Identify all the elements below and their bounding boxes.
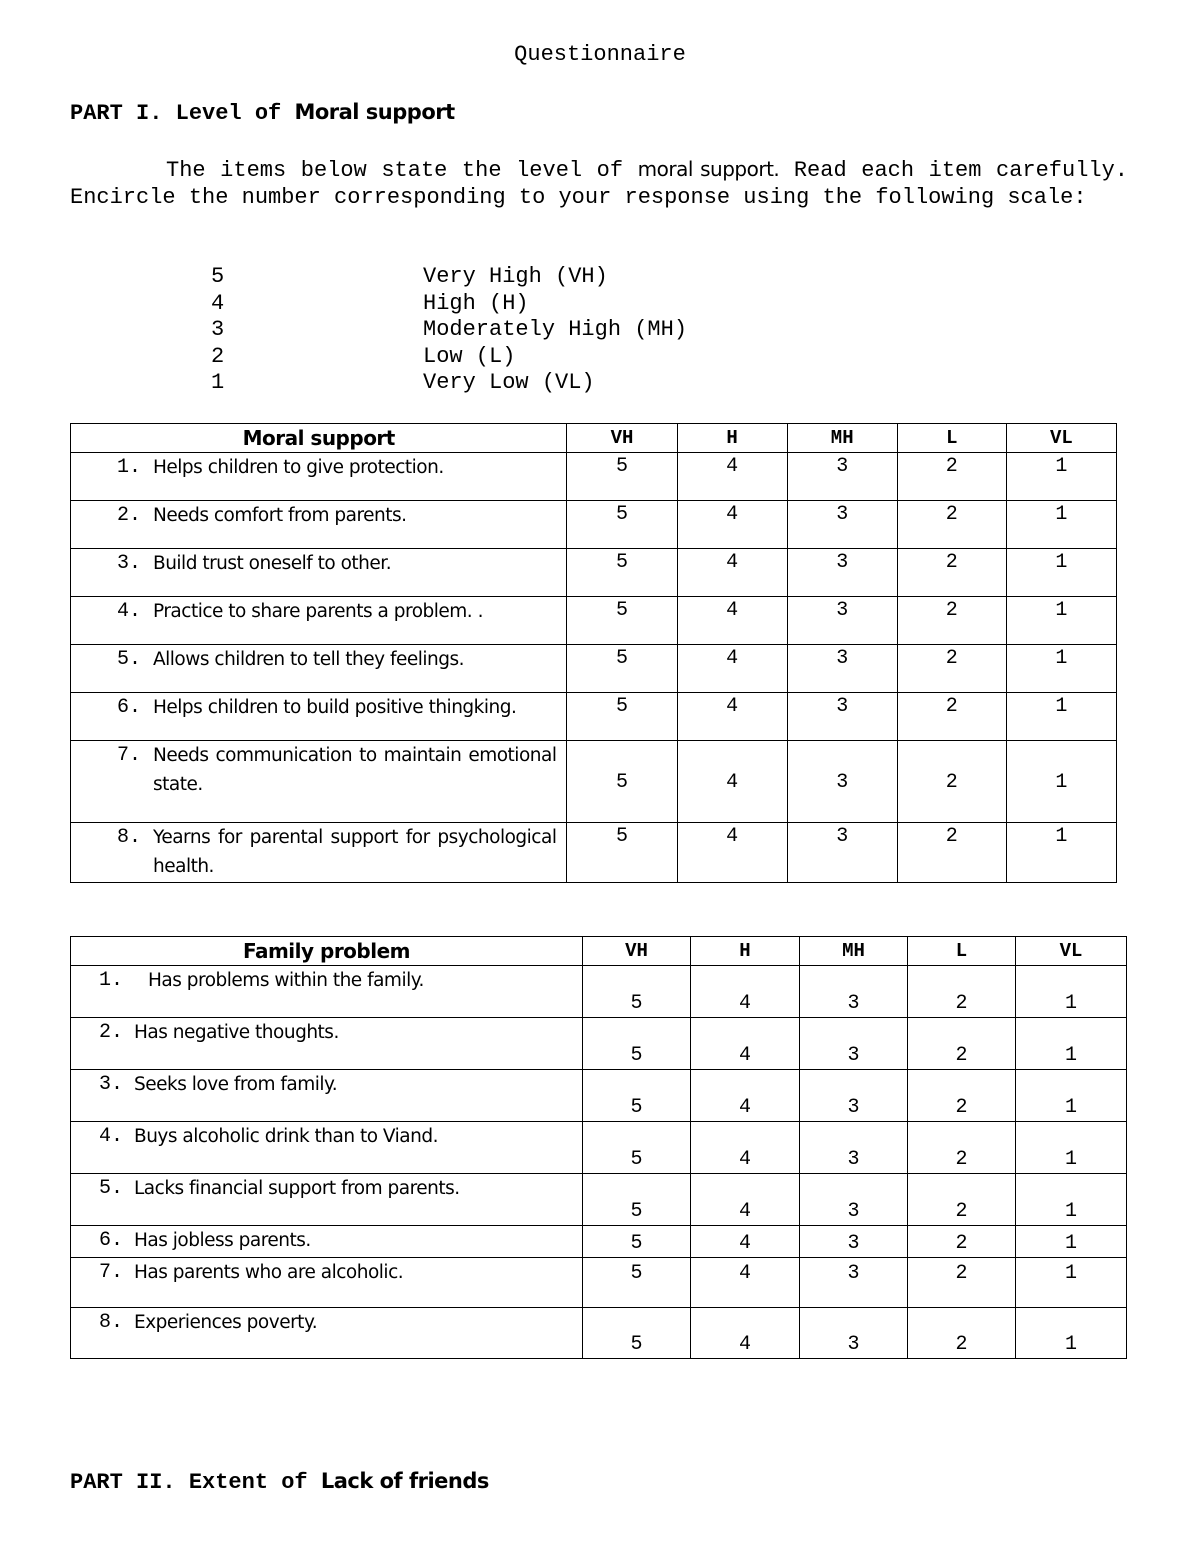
moral-support-table xyxy=(70,423,1117,883)
item-cell xyxy=(71,823,567,883)
rating-value: 1 xyxy=(1016,1308,1127,1359)
rating-value: 1 xyxy=(1016,966,1127,1018)
rating-value: 1 xyxy=(1016,1174,1127,1226)
table-row xyxy=(71,549,1117,597)
rating-value: 2 xyxy=(908,1070,1016,1122)
item-number: 6. xyxy=(99,1229,124,1252)
part2-heading-prefix: PART II. Extent of xyxy=(70,1470,308,1495)
rating-value: 4 xyxy=(691,1226,800,1258)
item-text: Has parents who are alcoholic. xyxy=(134,1262,404,1283)
item-text: Buys alcoholic drink than to Viand. xyxy=(134,1126,438,1147)
item-number: 3. xyxy=(117,552,142,575)
rating-value: 2 xyxy=(897,597,1006,645)
item-number: 5. xyxy=(117,648,142,671)
rating-value: 3 xyxy=(787,597,897,645)
rating-value: 4 xyxy=(677,453,787,501)
rating-value: 2 xyxy=(908,1258,1016,1308)
column-header-h: H xyxy=(691,937,800,966)
table-row xyxy=(71,1258,1127,1308)
table-row xyxy=(71,823,1117,883)
rating-value: 4 xyxy=(691,1174,800,1226)
rating-value: 2 xyxy=(897,453,1006,501)
rating-value: 3 xyxy=(800,1174,908,1226)
item-text: Helps children to build positive thingking. xyxy=(153,697,517,718)
rating-value: 5 xyxy=(583,1258,691,1308)
table-row xyxy=(71,1122,1127,1174)
rating-value: 5 xyxy=(583,1226,691,1258)
moral-support-header: Moral support xyxy=(71,424,567,453)
item-number: 1. xyxy=(99,969,124,992)
rating-value: 3 xyxy=(787,501,897,549)
item-text: Has negative thoughts. xyxy=(134,1022,339,1043)
rating-value: 2 xyxy=(908,966,1016,1018)
rating-value: 4 xyxy=(691,1018,800,1070)
column-header-vh: VH xyxy=(567,424,677,453)
item-text: Has jobless parents. xyxy=(134,1230,311,1251)
rating-value: 5 xyxy=(583,1174,691,1226)
part1-heading-prefix: PART I. Level of xyxy=(70,101,282,126)
scale-value: 5 xyxy=(211,264,225,289)
item-cell xyxy=(71,453,567,501)
table-row xyxy=(71,1070,1127,1122)
rating-value: 4 xyxy=(677,693,787,741)
instructions-paragraph xyxy=(70,156,1128,211)
rating-value: 5 xyxy=(567,741,677,823)
rating-value: 5 xyxy=(583,1070,691,1122)
item-number: 8. xyxy=(117,826,142,849)
part2-heading xyxy=(70,1469,489,1495)
part1-heading-topic: Moral support xyxy=(294,100,455,124)
item-cell xyxy=(71,549,567,597)
rating-value: 5 xyxy=(567,645,677,693)
scale-label: Low (L) xyxy=(423,343,516,369)
rating-value: 4 xyxy=(691,1308,800,1359)
item-text: Build trust oneself to other. xyxy=(153,553,392,574)
rating-value: 2 xyxy=(908,1174,1016,1226)
scale-value: 4 xyxy=(211,290,225,316)
item-number: 7. xyxy=(117,744,142,767)
table-row xyxy=(71,693,1117,741)
item-text: Yearns for parental support for psychological health. xyxy=(153,827,557,877)
rating-value: 2 xyxy=(897,645,1006,693)
table-row xyxy=(71,1018,1127,1070)
column-header-mh: MH xyxy=(800,937,908,966)
column-header-h: H xyxy=(677,424,787,453)
rating-value: 1 xyxy=(1016,1226,1127,1258)
table-row xyxy=(71,501,1117,549)
rating-value: 1 xyxy=(1006,693,1116,741)
rating-value: 1 xyxy=(1016,1122,1127,1174)
rating-value: 2 xyxy=(908,1308,1016,1359)
rating-value: 5 xyxy=(583,1018,691,1070)
rating-value: 3 xyxy=(787,741,897,823)
rating-value: 4 xyxy=(677,645,787,693)
item-cell xyxy=(71,1226,583,1258)
rating-value: 3 xyxy=(800,1308,908,1359)
rating-value: 4 xyxy=(691,966,800,1018)
rating-value: 5 xyxy=(567,597,677,645)
rating-value: 3 xyxy=(787,693,897,741)
rating-value: 2 xyxy=(897,501,1006,549)
part2-heading-topic: Lack of friends xyxy=(320,1469,489,1493)
item-number: 4. xyxy=(117,600,142,623)
item-cell xyxy=(71,1308,583,1359)
item-cell xyxy=(71,1258,583,1308)
rating-value: 4 xyxy=(677,823,787,883)
scale-label: Moderately High (MH) xyxy=(423,317,688,342)
rating-value: 1 xyxy=(1006,645,1116,693)
column-header-l: L xyxy=(908,937,1016,966)
rating-value: 3 xyxy=(787,645,897,693)
item-text: Lacks financial support from parents. xyxy=(134,1178,460,1199)
item-cell xyxy=(71,1174,583,1226)
rating-value: 2 xyxy=(897,823,1006,883)
rating-value: 1 xyxy=(1016,1018,1127,1070)
instructions-text-1: The items below state the level of xyxy=(166,158,624,183)
part1-heading xyxy=(70,100,455,126)
rating-value: 1 xyxy=(1006,453,1116,501)
rating-value: 1 xyxy=(1006,741,1116,823)
family-problem-table xyxy=(70,936,1127,1359)
rating-value: 5 xyxy=(567,823,677,883)
column-header-l: L xyxy=(897,424,1006,453)
column-header-vl: VL xyxy=(1006,424,1116,453)
rating-value: 4 xyxy=(677,741,787,823)
rating-value: 3 xyxy=(800,966,908,1018)
item-cell xyxy=(71,693,567,741)
item-number: 5. xyxy=(99,1177,124,1200)
scale-value: 2 xyxy=(211,343,225,369)
rating-value: 4 xyxy=(677,597,787,645)
rating-value: 4 xyxy=(691,1122,800,1174)
rating-value: 2 xyxy=(908,1018,1016,1070)
rating-value: 4 xyxy=(691,1258,800,1308)
item-cell xyxy=(71,1070,583,1122)
item-number: 6. xyxy=(117,696,142,719)
family-problem-header: Family problem xyxy=(71,937,583,966)
item-number: 7. xyxy=(99,1261,124,1284)
rating-value: 5 xyxy=(567,453,677,501)
scale-label: High (H) xyxy=(423,290,529,316)
item-text: Needs comfort from parents. xyxy=(153,505,407,526)
column-header-vl: VL xyxy=(1016,937,1127,966)
scale-value: 1 xyxy=(211,370,225,395)
rating-value: 3 xyxy=(787,549,897,597)
table-header-row xyxy=(71,424,1117,453)
rating-value: 5 xyxy=(567,693,677,741)
rating-value: 1 xyxy=(1006,549,1116,597)
table-row xyxy=(71,453,1117,501)
item-cell xyxy=(71,597,567,645)
rating-value: 5 xyxy=(583,1308,691,1359)
table-row xyxy=(71,645,1117,693)
instructions-text-2: Read each item carefully. Encircle the number corresponding to your response using the following scale: xyxy=(70,158,1129,210)
item-text: Helps children to give protection. xyxy=(153,457,444,478)
rating-value: 2 xyxy=(908,1122,1016,1174)
item-number: 1. xyxy=(117,456,142,479)
table-header-row xyxy=(71,937,1127,966)
item-cell xyxy=(71,501,567,549)
page-title: Questionnaire xyxy=(514,42,686,67)
rating-value: 3 xyxy=(800,1018,908,1070)
scale-label: Very High (VH) xyxy=(423,264,608,289)
item-cell xyxy=(71,741,567,823)
rating-value: 3 xyxy=(800,1070,908,1122)
rating-value: 2 xyxy=(908,1226,1016,1258)
item-cell xyxy=(71,1122,583,1174)
rating-value: 2 xyxy=(897,693,1006,741)
item-text: Has problems within the family. xyxy=(148,970,424,991)
rating-value: 1 xyxy=(1006,823,1116,883)
rating-value: 3 xyxy=(787,823,897,883)
rating-value: 5 xyxy=(583,1122,691,1174)
item-number: 3. xyxy=(99,1073,124,1096)
rating-value: 4 xyxy=(691,1070,800,1122)
table-row xyxy=(71,1308,1127,1359)
column-header-vh: VH xyxy=(583,937,691,966)
instructions-topic: moral support. xyxy=(637,157,780,181)
rating-value: 3 xyxy=(800,1258,908,1308)
table-row xyxy=(71,966,1127,1018)
rating-value: 3 xyxy=(800,1226,908,1258)
item-text: Allows children to tell they feelings. xyxy=(153,649,464,670)
item-number: 2. xyxy=(99,1021,124,1044)
table-row xyxy=(71,741,1117,823)
item-cell xyxy=(71,966,583,1018)
rating-value: 1 xyxy=(1006,597,1116,645)
rating-value: 4 xyxy=(677,549,787,597)
item-text: Seeks love from family. xyxy=(134,1074,338,1095)
rating-value: 1 xyxy=(1006,501,1116,549)
item-text: Needs communication to maintain emotional state. xyxy=(153,745,557,795)
item-number: 2. xyxy=(117,504,142,527)
rating-value: 5 xyxy=(583,966,691,1018)
rating-value: 5 xyxy=(567,501,677,549)
table-row xyxy=(71,1226,1127,1258)
item-cell xyxy=(71,1018,583,1070)
table-row xyxy=(71,1174,1127,1226)
item-cell xyxy=(71,645,567,693)
scale-label: Very Low (VL) xyxy=(423,370,595,395)
rating-value: 1 xyxy=(1016,1070,1127,1122)
item-number: 8. xyxy=(99,1311,124,1334)
rating-value: 5 xyxy=(567,549,677,597)
table-row xyxy=(71,597,1117,645)
item-number: 4. xyxy=(99,1125,124,1148)
scale-value: 3 xyxy=(211,317,225,342)
rating-value: 2 xyxy=(897,549,1006,597)
item-text: Experiences poverty. xyxy=(134,1312,318,1333)
rating-value: 3 xyxy=(800,1122,908,1174)
rating-value: 2 xyxy=(897,741,1006,823)
column-header-mh: MH xyxy=(787,424,897,453)
rating-value: 4 xyxy=(677,501,787,549)
item-text: Practice to share parents a problem. . xyxy=(153,601,483,622)
rating-value: 3 xyxy=(787,453,897,501)
rating-value: 1 xyxy=(1016,1258,1127,1308)
